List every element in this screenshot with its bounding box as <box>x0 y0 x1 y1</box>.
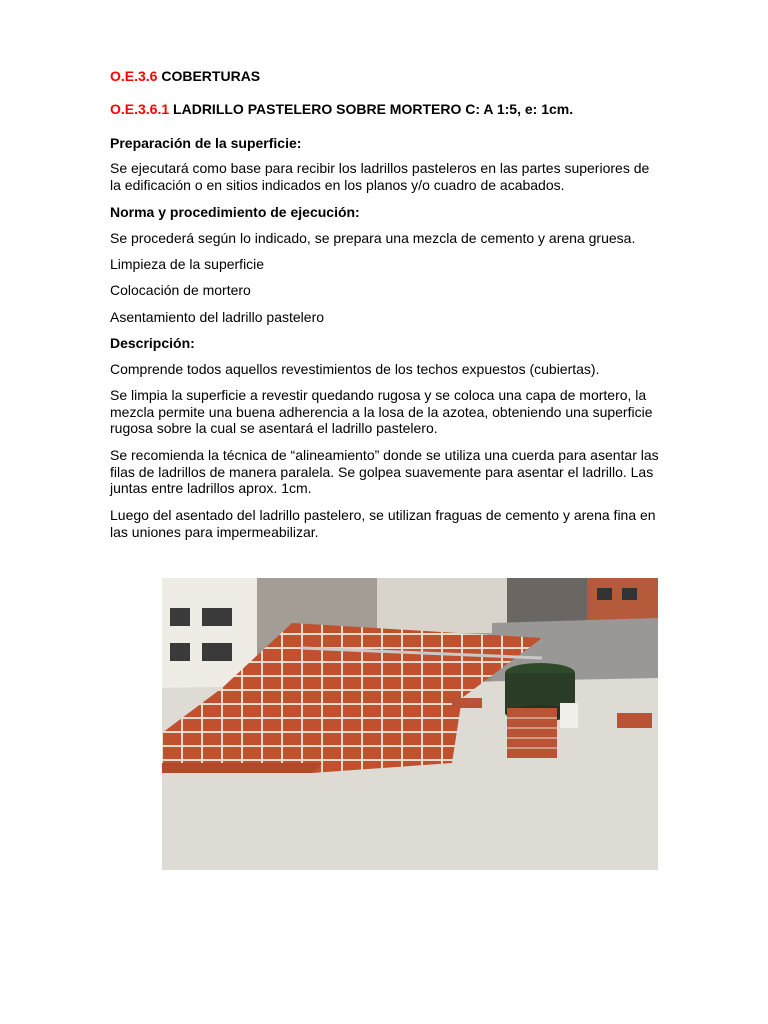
subheading-title: LADRILLO PASTELERO SOBRE MORTERO C: A 1:5, e: 1cm. <box>173 101 574 117</box>
desc-paragraph-3: Se recomienda la técnica de “alineamiento” donde se utiliza una cuerda para asentar las filas de ladrillos de manera paralela. Se golpea suavemente para asentar el ladrillo. Las juntas entre ladrillos aprox. 1cm. <box>110 447 659 496</box>
rooftop-brick-photo <box>162 578 658 870</box>
heading-code: O.E.3.6 <box>110 68 158 84</box>
step-1: Limpieza de la superficie <box>110 256 265 272</box>
desc-title: Descripción: <box>110 335 195 351</box>
desc-paragraph-1: Comprende todos aquellos revestimientos de los techos expuestos (cubiertas). <box>110 361 600 377</box>
heading-title: COBERTURAS <box>161 68 261 84</box>
subheading-code: O.E.3.6.1 <box>110 101 170 117</box>
step-2: Colocación de mortero <box>110 282 251 298</box>
desc-paragraph-4: Luego del asentado del ladrillo pastelero, se utilizan fraguas de cemento y arena fina en las uniones para impermeabilizar. <box>110 507 656 540</box>
prep-title: Preparación de la superficie: <box>110 135 302 151</box>
norm-title: Norma y procedimiento de ejecución: <box>110 204 360 220</box>
desc-paragraph-2: Se limpia la superficie a revestir quedando rugosa y se coloca una capa de mortero, la mezcla permite una buena adherencia a la losa de la azotea, obteniendo una superficie rugosa sobre la cual se asentará el ladrillo pastelero. <box>110 387 653 436</box>
prep-text: Se ejecutará como base para recibir los ladrillos pasteleros en las partes superiores de la edificación o en sitios indicados en los planos y/o cuadro de acabados. <box>110 160 650 193</box>
step-3: Asentamiento del ladrillo pastelero <box>110 309 325 325</box>
heading-subsection <box>110 101 670 118</box>
heading-section <box>110 68 670 85</box>
photo-illustration <box>162 578 658 870</box>
norm-text: Se procederá según lo indicado, se prepara una mezcla de cemento y arena gruesa. <box>110 230 636 246</box>
